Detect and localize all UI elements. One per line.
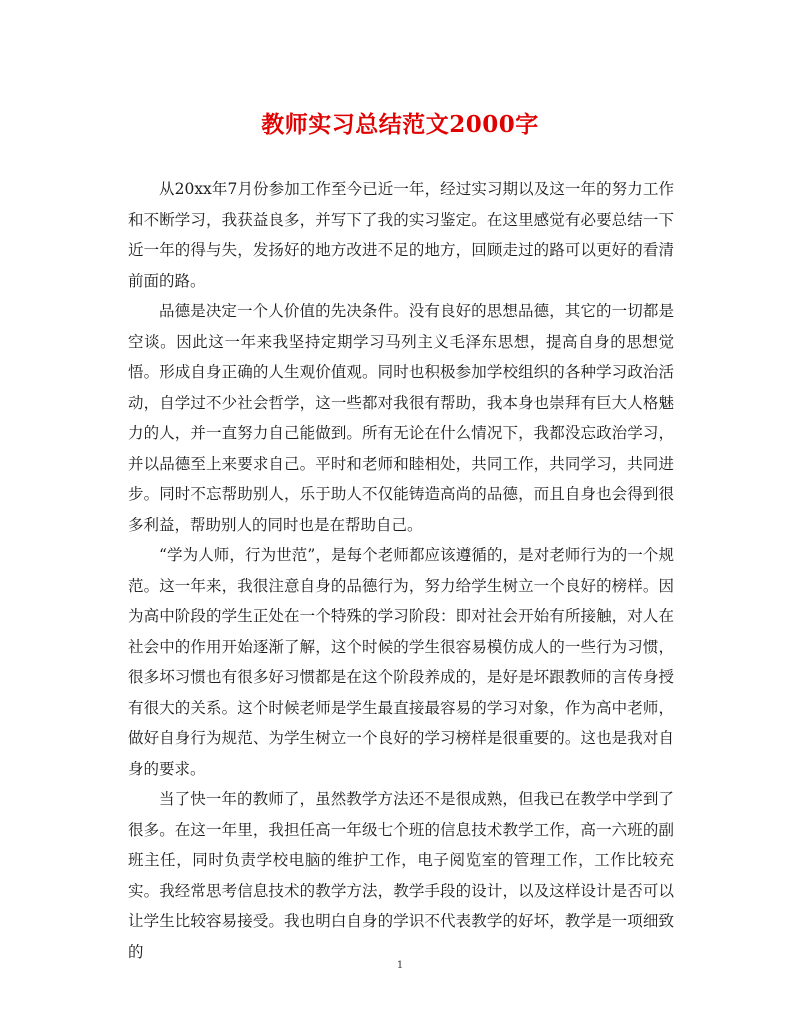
document-title: 教师实习总结范文2000字	[261, 111, 539, 138]
page-number: 1	[396, 960, 404, 971]
paragraph-4: 当了快一年的教师了，虽然教学方法还不是很成熟，但我已在教学中学到了很多。在这一年里，我担任高一年级七个班的信息技术教学工作，高一六班的副班主任，同时负责学校电脑的维护工作，电子阅览室的管理工作，工作比较充实。我经常思考信息技术的教学方法，教学手段的设计，以及这样设计是否可以让学生比较容易接受。我也明白自身的学识不代表教学的好坏，教学是一项细致的	[128, 790, 674, 961]
paragraph-3: “学为人师，行为世范”，是每个老师都应该遵循的，是对老师行为的一个规范。这一年来，我很注意自身的品德行为，努力给学生树立一个良好的榜样。因为高中阶段的学生正处在一个特殊的学习阶段：即对社会开始有所接触，对人在社会中的作用开始逐渐了解，这个时候的学生很容易模仿成人的一些行为习惯，很多坏习惯也有很多好习惯都是在这个阶段养成的，是好是坏跟教师的言传身授有很大的关系。这个时候老师是学生最直接最容易的学习对象，作为高中老师，做好自身行为规范、为学生树立一个良好的学习榜样是很重要的。这也是我对自身的要求。	[128, 546, 674, 778]
document-body	[128, 174, 674, 967]
paragraph-1: 从20xx年7月份参加工作至今已近一年，经过实习期以及这一年的努力工作和不断学习，我获益良多，并写下了我的实习鉴定。在这里感觉有必要总结一下近一年的得与失，发扬好的地方改进不足的地方，回顾走过的路可以更好的看清前面的路。	[128, 180, 674, 290]
paragraph-2: 品德是决定一个人价值的先决条件。没有良好的思想品德，其它的一切都是空谈。因此这一年来我坚持定期学习马列主义毛泽东思想，提高自身的思想觉悟。形成自身正确的人生观价值观。同时也积极参加学校组织的各种学习政治活动，自学过不少社会哲学，这一些都对我很有帮助，我本身也崇拜有巨大人格魅力的人，并一直努力自己能做到。所有无论在什么情况下，我都没忘政治学习，并以品德至上来要求自己。平时和老师和睦相处，共同工作，共同学习，共同进步。同时不忘帮助别人，乐于助人不仅能铸造高尚的品德，而且自身也会得到很多利益，帮助别人的同时也是在帮助自己。	[128, 302, 674, 534]
